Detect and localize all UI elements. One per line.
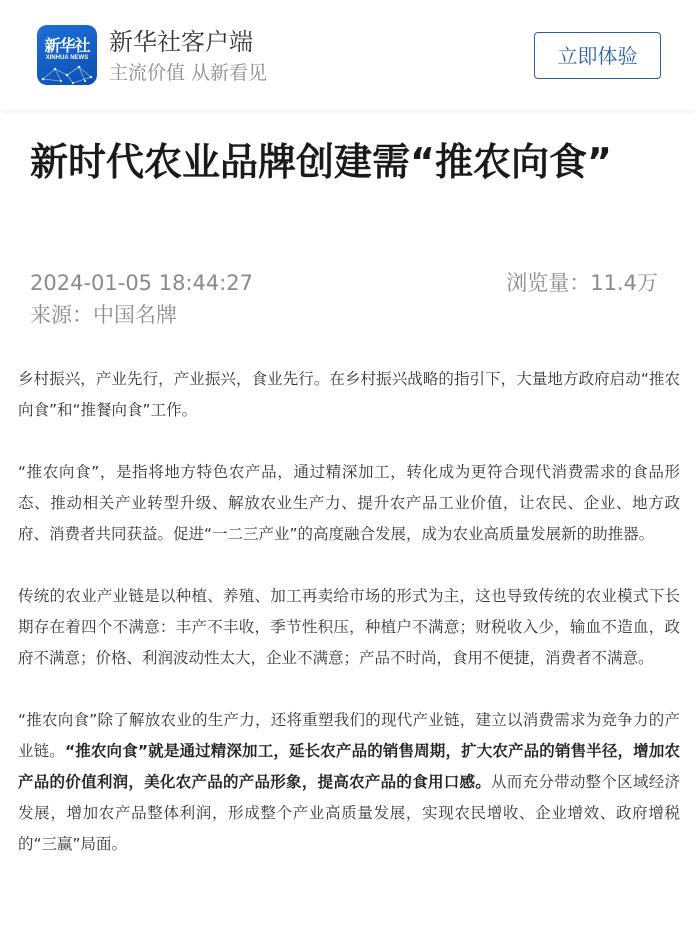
paragraph-4-conclusion: 从而充分带动整个区域经济发展，增加农产品整体利润，形成整个产业高质量发展，实现农民增收、企业增效、政府增税的“三赢”局面。	[18, 773, 680, 853]
paragraph-4	[18, 705, 680, 860]
app-name: 新华社客户端	[109, 28, 253, 56]
app-slogan: 主流价值 从新看见	[109, 62, 268, 84]
article-source: 来源：中国名牌	[30, 303, 177, 327]
view-count: 浏览量：11.4万	[506, 271, 658, 295]
publish-time: 2024-01-05 18:44:27	[30, 271, 254, 295]
logo-subtext: XINHUA NEWS	[45, 55, 89, 61]
app-download-banner	[0, 0, 696, 110]
xinhua-logo-icon[interactable]	[37, 25, 97, 85]
network-graphic-icon	[37, 61, 97, 85]
paragraph-3: 传统的农业产业链是以种植、养殖、加工再卖给市场的形式为主，这也导致传统的农业模式下长期存在着四个不满意：丰产不丰收，季节性积压，种植户不满意；财税收入少，输血不造血，政府不满意；价格、利润波动性太大，企业不满意；产品不时尚，食用不便捷，消费者不满意。	[18, 587, 680, 667]
article-body	[18, 364, 680, 891]
logo-text: 新华社	[44, 36, 90, 55]
paragraph-1: 乡村振兴，产业先行，产业振兴，食业先行。在乡村振兴战略的指引下，大量地方政府启动“推农向食”和“推餐向食”工作。	[18, 370, 680, 419]
paragraph-4-highlight: “推农向食”就是通过精深加工，延长农产品的销售周期，扩大农产品的销售半径，增加农产品的价值利润，美化农产品的产品形象，提高农产品的食用口感。	[18, 742, 680, 791]
try-now-button[interactable]: 立即体验	[534, 32, 661, 79]
article-title: 新时代农业品牌创建需“推农向食”	[30, 140, 612, 184]
paragraph-2: “推农向食”，是指将地方特色农产品，通过精深加工，转化成为更符合现代消费需求的食品形态、推动相关产业转型升级、解放农业生产力、提升农产品工业价值，让农民、企业、地方政府、消费者共同获益。促进“一二三产业”的高度融合发展，成为农业高质量发展新的助推器。	[18, 463, 680, 543]
paragraph-4-intro: “推农向食”除了解放农业的生产力，还将重塑我们的现代产业链，建立以消费需求为竞争力的产业链。	[18, 711, 680, 760]
